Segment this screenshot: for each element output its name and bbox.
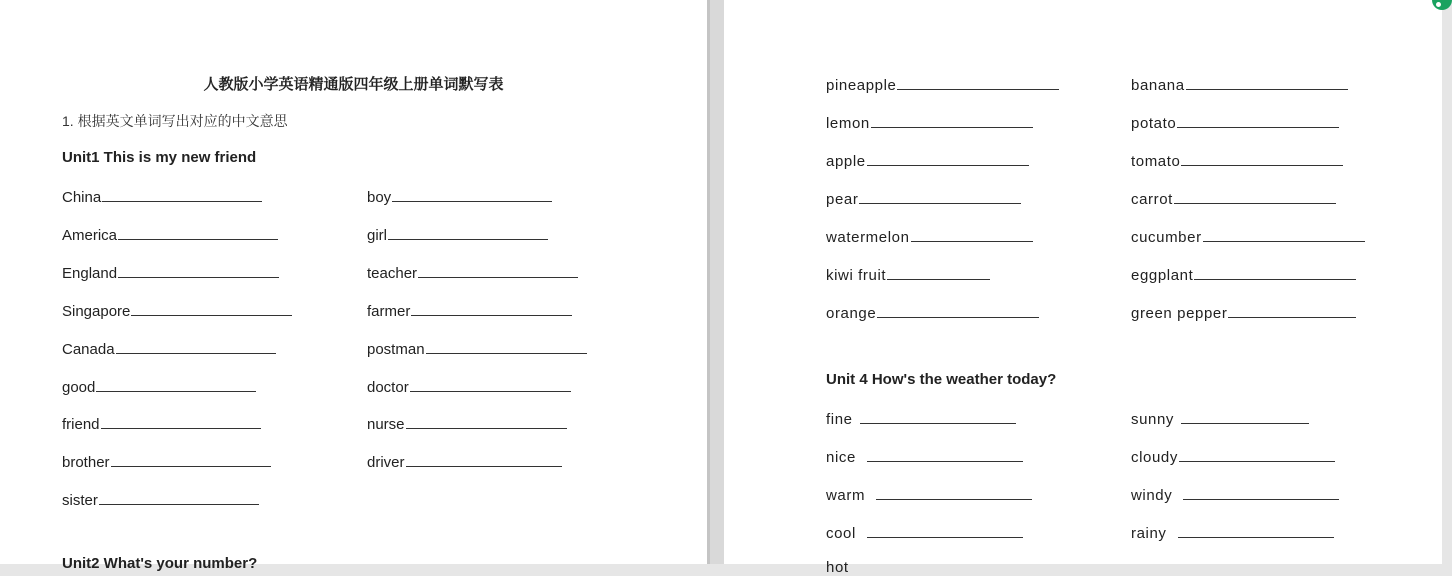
vocab-word: windy <box>1131 487 1173 504</box>
vocab-word: orange <box>826 305 877 322</box>
vocab-entry <box>826 189 1021 208</box>
vocab-word: cool <box>826 525 856 542</box>
vocab-entry <box>1131 151 1343 170</box>
vocab-word: nurse <box>367 416 405 433</box>
vocab-entry <box>826 523 1023 542</box>
vocab-entry <box>367 301 572 320</box>
vocab-entry <box>1131 265 1356 284</box>
unit2-heading-partial: Unit2 What's your number? <box>62 555 258 572</box>
answer-blank[interactable] <box>418 263 578 278</box>
vocab-word: green pepper <box>1131 305 1228 322</box>
vocab-entry <box>1131 485 1339 504</box>
answer-blank[interactable] <box>96 377 256 392</box>
vocab-word: banana <box>1131 77 1185 94</box>
answer-blank[interactable] <box>867 523 1023 538</box>
vocab-entry <box>62 339 276 358</box>
vocab-word: tomato <box>1131 153 1181 170</box>
vocab-word: eggplant <box>1131 267 1194 284</box>
answer-blank[interactable] <box>101 414 261 429</box>
vocab-word: friend <box>62 416 100 433</box>
answer-blank[interactable] <box>1181 151 1343 166</box>
answer-blank[interactable] <box>859 189 1021 204</box>
vocab-entry <box>62 263 279 282</box>
vocab-entry <box>826 227 1033 246</box>
answer-blank[interactable] <box>1203 227 1365 242</box>
answer-blank[interactable] <box>1177 113 1339 128</box>
vocab-entry <box>367 225 548 244</box>
answer-blank[interactable] <box>1178 523 1334 538</box>
vocab-word: teacher <box>367 265 418 282</box>
vocab-word: cloudy <box>1131 449 1178 466</box>
vocab-word: hot <box>826 559 849 576</box>
vocab-word: watermelon <box>826 229 910 246</box>
vocab-entry <box>62 414 261 433</box>
vocab-word: carrot <box>1131 191 1173 208</box>
vocab-word: Canada <box>62 341 115 358</box>
answer-blank[interactable] <box>406 452 562 467</box>
vocab-entry <box>367 263 578 282</box>
vocab-word: good <box>62 379 96 396</box>
vocab-word: apple <box>826 153 866 170</box>
vocab-entry <box>826 75 1059 94</box>
answer-blank[interactable] <box>1181 409 1309 424</box>
vocab-entry <box>826 265 990 284</box>
answer-blank[interactable] <box>897 75 1059 90</box>
vocab-entry <box>62 225 278 244</box>
answer-blank[interactable] <box>1228 303 1356 318</box>
vocab-entry <box>1131 303 1356 322</box>
vocab-entry <box>1131 113 1339 132</box>
vocab-entry <box>826 113 1033 132</box>
vocab-entry <box>1131 227 1365 246</box>
instruction-text: 1. 根据英文单词写出对应的中文意思 <box>62 113 288 129</box>
vocab-word: America <box>62 227 118 244</box>
vocab-word: England <box>62 265 118 282</box>
vocab-entry <box>826 409 1016 428</box>
vocab-entry <box>826 447 1023 466</box>
vocab-word: pear <box>826 191 859 208</box>
vocab-entry <box>62 301 292 320</box>
vocab-entry <box>367 452 562 471</box>
answer-blank[interactable] <box>116 339 276 354</box>
vocab-word: Singapore <box>62 303 131 320</box>
vocab-word: fine <box>826 411 853 428</box>
vocab-word: girl <box>367 227 388 244</box>
vocab-word: nice <box>826 449 856 466</box>
vocab-word: cucumber <box>1131 229 1202 246</box>
answer-blank[interactable] <box>406 414 567 429</box>
answer-blank[interactable] <box>876 485 1032 500</box>
vocab-entry <box>367 339 587 358</box>
answer-blank[interactable] <box>392 187 552 202</box>
answer-blank[interactable] <box>111 452 271 467</box>
vocab-entry-partial <box>826 559 849 576</box>
vocab-entry <box>1131 523 1334 542</box>
vocab-word: potato <box>1131 115 1177 132</box>
answer-blank[interactable] <box>877 303 1039 318</box>
vocab-entry <box>62 187 262 206</box>
answer-blank[interactable] <box>426 339 587 354</box>
answer-blank[interactable] <box>131 301 292 316</box>
vocab-word: warm <box>826 487 866 504</box>
answer-blank[interactable] <box>118 263 279 278</box>
vocab-entry <box>826 485 1032 504</box>
vocab-entry <box>1131 447 1335 466</box>
vocab-entry <box>62 490 259 509</box>
answer-blank[interactable] <box>860 409 1016 424</box>
vocab-word: postman <box>367 341 425 358</box>
vocab-entry <box>62 452 271 471</box>
answer-blank[interactable] <box>867 151 1029 166</box>
vocab-entry <box>826 151 1029 170</box>
vocab-word: boy <box>367 189 392 206</box>
answer-blank[interactable] <box>388 225 548 240</box>
vocab-entry <box>367 377 571 396</box>
answer-blank[interactable] <box>887 265 990 280</box>
answer-blank[interactable] <box>99 490 259 505</box>
vocab-word: farmer <box>367 303 411 320</box>
answer-blank[interactable] <box>411 301 572 316</box>
vocab-word: kiwi fruit <box>826 267 887 284</box>
answer-blank[interactable] <box>118 225 278 240</box>
answer-blank[interactable] <box>410 377 571 392</box>
answer-blank[interactable] <box>867 447 1023 462</box>
vocab-entry <box>367 414 567 433</box>
vocab-word: sunny <box>1131 411 1175 428</box>
page-gutter-shadow <box>707 0 710 564</box>
vocab-word: driver <box>367 454 405 471</box>
document-title: 人教版小学英语精通版四年级上册单词默写表 <box>203 76 504 93</box>
vocab-word: pineapple <box>826 77 897 94</box>
answer-blank[interactable] <box>1186 75 1348 90</box>
unit1-heading: Unit1 This is my new friend <box>62 149 257 166</box>
answer-blank[interactable] <box>1183 485 1339 500</box>
answer-blank[interactable] <box>911 227 1033 242</box>
answer-blank[interactable] <box>1194 265 1356 280</box>
document-page-left <box>0 0 707 572</box>
unit4-heading: Unit 4 How's the weather today? <box>826 371 1057 388</box>
vocab-entry <box>1131 189 1336 208</box>
vocab-word: lemon <box>826 115 870 132</box>
vocab-entry <box>1131 409 1309 428</box>
vocab-word: sister <box>62 492 98 509</box>
vocab-word: China <box>62 189 102 206</box>
document-page-right <box>724 0 1442 576</box>
answer-blank[interactable] <box>102 187 262 202</box>
vocab-entry <box>826 303 1039 322</box>
vocab-entry <box>1131 75 1348 94</box>
vocab-word: doctor <box>367 379 409 396</box>
vocab-entry <box>367 187 552 206</box>
answer-blank[interactable] <box>1179 447 1335 462</box>
answer-blank[interactable] <box>871 113 1033 128</box>
vocab-word: rainy <box>1131 525 1167 542</box>
answer-blank[interactable] <box>1174 189 1336 204</box>
vocab-entry <box>62 377 256 396</box>
vocab-word: brother <box>62 454 110 471</box>
